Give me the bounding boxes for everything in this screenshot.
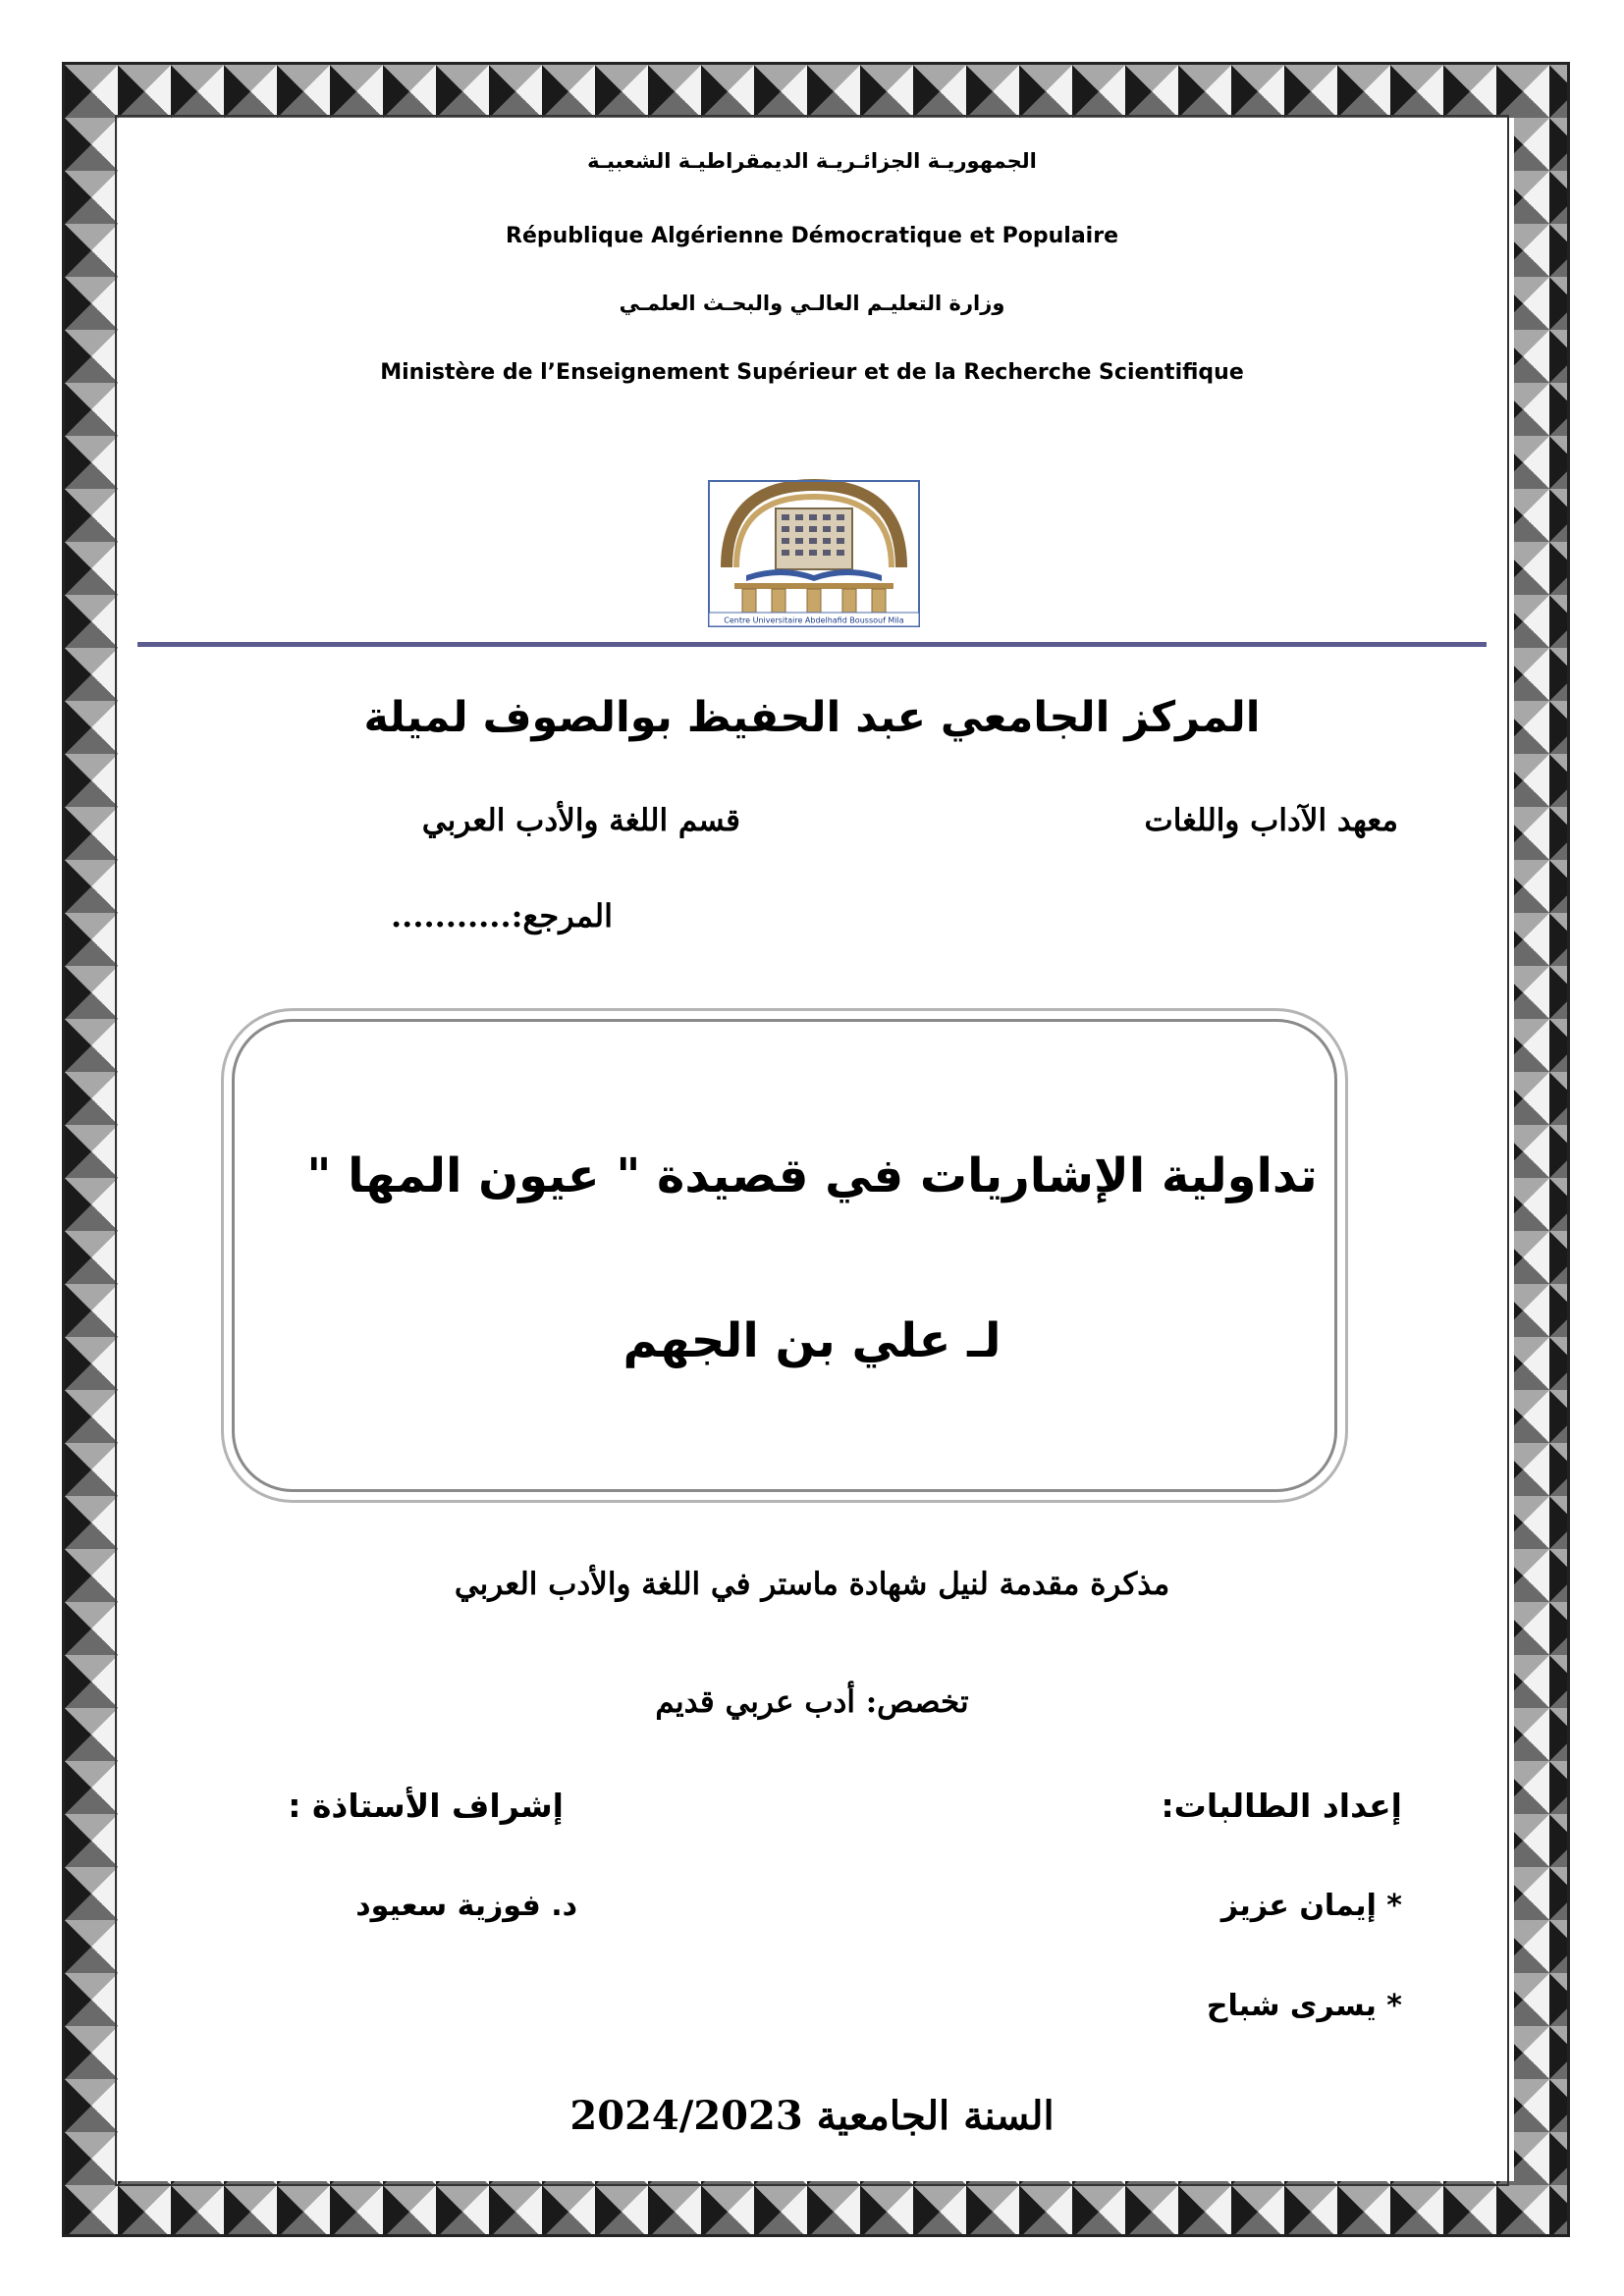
university-logo (707, 479, 921, 628)
memo-statement: مذكرة مقدمة لنيل شهادة ماستر في اللغة والأدب العربي (454, 1567, 1170, 1602)
thesis-title-line1: تداولية الإشاريات في قصيدة " عيون المها " (306, 1148, 1318, 1203)
reference-field: المرجع:........... (391, 897, 613, 934)
student-name-1: * إيمان عزيز (1220, 1889, 1402, 1923)
university-center-name: المركز الجامعي عبد الحفيظ بوالصوف لميلة (363, 693, 1261, 742)
ministry-french: Ministère de l’Enseignement Supérieur et de la Recherche Scientifique (380, 360, 1244, 385)
supervisor-name: د. فوزية سعيود (355, 1889, 577, 1923)
department-name: قسم اللغة والأدب العربي (421, 803, 740, 838)
republic-arabic: الجمهوريـة الجزائـريـة الديمقراطيـة الشعبيـة (587, 149, 1037, 173)
thesis-title-line2: لـ علي بن الجهم (623, 1313, 1001, 1368)
institute-name: معهد الآداب واللغات (1144, 803, 1398, 838)
header-divider (137, 642, 1487, 647)
supervised-by-label: إشراف الأستاذة : (288, 1787, 564, 1825)
academic-year: السنة الجامعية 2024/2023 (569, 2093, 1055, 2139)
ministry-arabic: وزارة التعليـم العالـي والبحـث العلمـي (619, 292, 1005, 315)
thesis-title-box (232, 1019, 1337, 1492)
prepared-by-label: إعداد الطالبات: (1161, 1787, 1402, 1825)
logo-caption: Centre Universitaire Abdelhafid Boussouf Mila (724, 615, 904, 625)
republic-french: République Algérienne Démocratique et Populaire (506, 224, 1118, 248)
student-name-2: * يسرى شباح (1206, 1989, 1402, 2023)
specialty: تخصص: أدب عربي قديم (655, 1684, 969, 1720)
